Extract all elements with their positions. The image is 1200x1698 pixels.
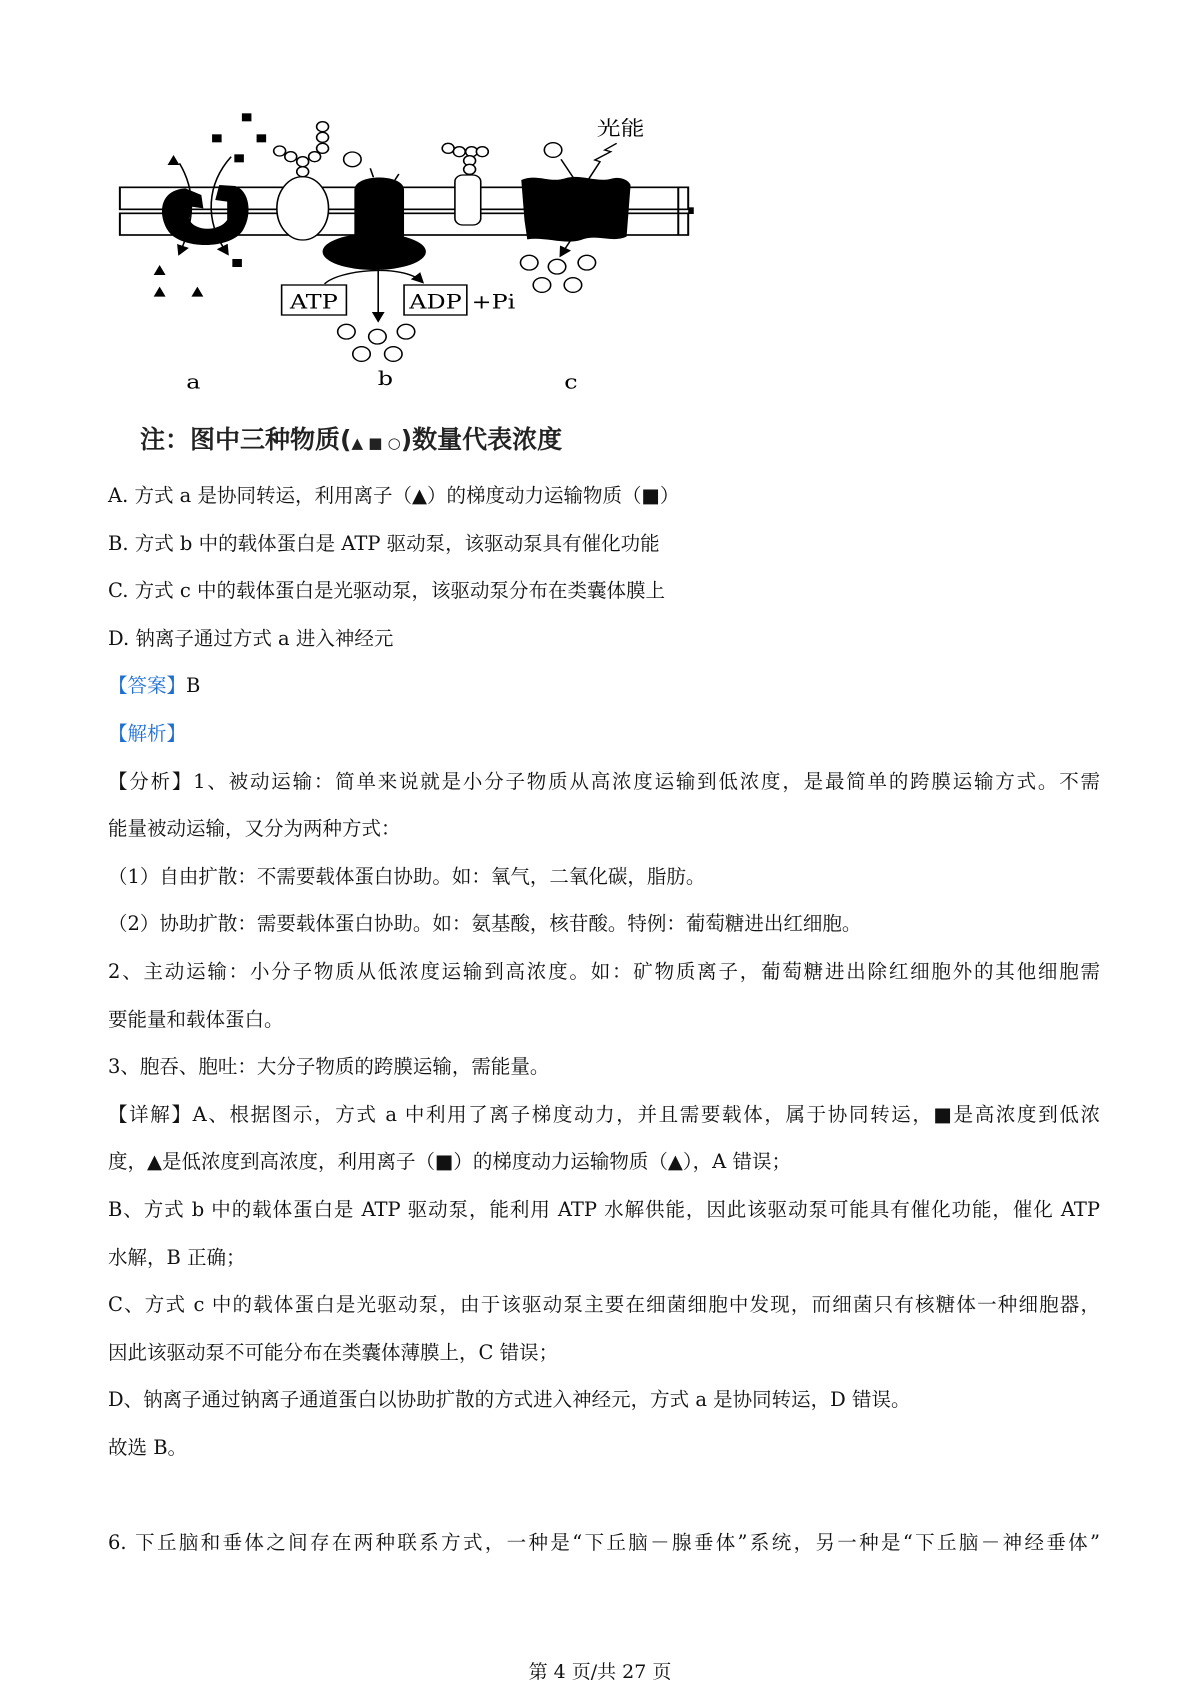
explanation-line: （2）协助扩散：需要载体蛋白协助。如：氨基酸，核苷酸。特例：葡萄糖进出红细胞。 [108, 912, 862, 936]
label-c: c [564, 371, 578, 394]
explanation-line: 故选 B。 [108, 1435, 188, 1459]
caption-symbols: ▲ ■ ○ [351, 434, 401, 452]
explanation-line: 能量被动运输，又分为两种方式： [108, 817, 401, 841]
answer-value: B [186, 674, 201, 698]
svg-text:ATP: ATP [289, 291, 338, 314]
label-a: a [186, 371, 201, 394]
option-b: B. 方式 b 中的载体蛋白是 ATP 驱动泵，该驱动泵具有催化功能 [108, 531, 660, 555]
explanation-line: 【详解】A、根据图示，方式 a 中利用了离子梯度动力，并且需要载体，属于协同转运，■是高浓度到低浓 [108, 1102, 1100, 1126]
option-c: C. 方式 c 中的载体蛋白是光驱动泵，该驱动泵分布在类囊体膜上 [108, 579, 665, 603]
page-footer: 第 4 页/共 27 页 [528, 1661, 672, 1683]
circle-molecules-b [338, 324, 415, 361]
caption-prefix: 注：图中三种物质( [140, 425, 352, 454]
figure-caption [140, 420, 562, 456]
glycoprotein [274, 122, 329, 240]
question-body [108, 472, 1100, 1567]
explanation-line: B、方式 b 中的载体蛋白是 ATP 驱动泵，能利用 ATP 水解供能，因此该驱动泵可能具有催化功能，催化 ATP [108, 1197, 1100, 1221]
circle-molecules-c [520, 255, 595, 292]
option-a: A. 方式 a 是协同转运，利用离子（▲）的梯度动力运输物质（■） [108, 484, 680, 507]
explanation-line: D、钠离子通过钠离子通道蛋白以协助扩散的方式进入神经元，方式 a 是协同转运，D 错误。 [108, 1388, 911, 1412]
explanation-line: 水解，B 正确； [108, 1245, 246, 1269]
answer-tag: 【答案】 [108, 674, 187, 698]
atp-box [282, 285, 347, 315]
explanation-line: 度，▲是低浓度到高浓度，利用离子（■）的梯度动力运输物质（▲），A 错误； [108, 1150, 791, 1174]
light-energy-label: 光能 [596, 117, 645, 141]
explanation-line: C、方式 c 中的载体蛋白是光驱动泵，由于该驱动泵主要在细菌细胞中发现，而细菌只有核糖体一种细胞器， [108, 1293, 1100, 1317]
explanation-line: 2、主动运输：小分子物质从低浓度运输到高浓度。如：矿物质离子，葡萄糖进出除红细胞外的其他细胞需 [108, 959, 1100, 983]
analysis-tag: 【解析】 [108, 721, 187, 745]
option-d: D. 钠离子通过方式 a 进入神经元 [108, 626, 394, 650]
answer-line [108, 662, 1100, 710]
svg-text:ADP: ADP [409, 291, 462, 314]
spacer [108, 1471, 1100, 1519]
explanation-line: 因此该驱动泵不可能分布在类囊体薄膜上，C 错误； [108, 1340, 559, 1364]
adp-box [404, 285, 467, 315]
explanation-line: 要能量和载体蛋白。 [108, 1007, 284, 1031]
explanation-line: （1）自由扩散：不需要载体蛋白协助。如：氧气，二氧化碳，脂肪。 [108, 864, 706, 888]
explanation-line: 3、胞吞、胞吐：大分子物质的跨膜运输，需能量。 [108, 1055, 550, 1079]
light-pump-c [521, 143, 630, 255]
explanation-line: 【分析】1、被动运输：简单来说就是小分子物质从高浓度运输到低浓度，是最简单的跨膜运输方式。不需 [108, 769, 1100, 793]
next-question: 6. 下丘脑和垂体之间存在两种联系方式，一种是“下丘脑－腺垂体”系统，另一种是“下丘脑－神经垂体” [108, 1531, 1100, 1555]
pi-label: +Pi [471, 291, 516, 314]
caption-suffix: )数量代表浓度 [400, 425, 563, 454]
label-b: b [377, 367, 393, 391]
